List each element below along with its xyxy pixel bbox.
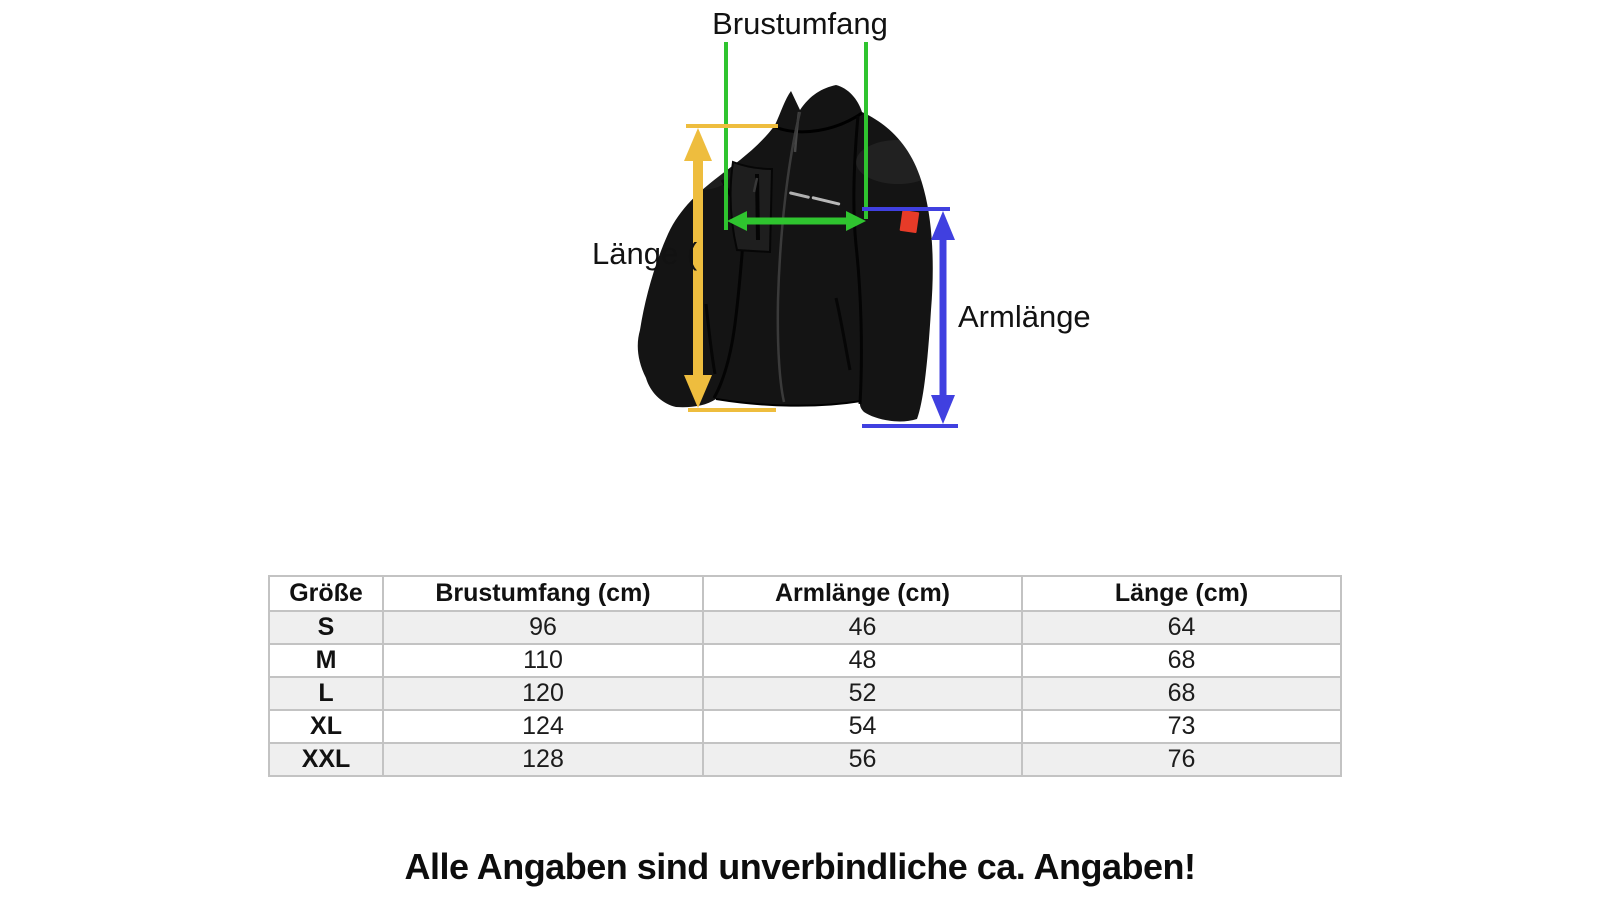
length-cell: 68 <box>1022 677 1341 710</box>
arm-cell: 46 <box>703 611 1022 644</box>
chest-measure-label: Brustumfang <box>712 6 888 41</box>
arm-cell: 52 <box>703 677 1022 710</box>
table-row-xl <box>269 710 1341 743</box>
table-row-xxl <box>269 743 1341 776</box>
sleeve-patch <box>900 210 920 233</box>
size-table-header-row <box>269 576 1341 611</box>
size-cell: L <box>269 677 383 710</box>
size-table <box>268 575 1342 777</box>
chest-cell: 120 <box>383 677 703 710</box>
col-header-chest: Brustumfang (cm) <box>383 576 703 611</box>
size-cell: M <box>269 644 383 677</box>
arm-cell: 48 <box>703 644 1022 677</box>
length-cell: 76 <box>1022 743 1341 776</box>
arm-measure-label: Armlänge <box>958 299 1091 334</box>
length-cell: 73 <box>1022 710 1341 743</box>
disclaimer-text: Alle Angaben sind unverbindliche ca. Angaben! <box>404 846 1196 887</box>
col-header-arm: Armlänge (cm) <box>703 576 1022 611</box>
chest-cell: 124 <box>383 710 703 743</box>
col-header-size: Größe <box>269 576 383 611</box>
arm-cell: 54 <box>703 710 1022 743</box>
col-header-length: Länge (cm) <box>1022 576 1341 611</box>
size-cell: XXL <box>269 743 383 776</box>
table-row-l <box>269 677 1341 710</box>
length-cell: 68 <box>1022 644 1341 677</box>
size-cell: XL <box>269 710 383 743</box>
arm-cell: 56 <box>703 743 1022 776</box>
chest-cell: 96 <box>383 611 703 644</box>
table-row-m <box>269 644 1341 677</box>
chest-pocket-zipper <box>757 174 758 240</box>
chest-cell: 110 <box>383 644 703 677</box>
table-row-s <box>269 611 1341 644</box>
chest-panel <box>731 162 772 252</box>
shoulder-highlight <box>856 140 940 184</box>
chest-cell: 128 <box>383 743 703 776</box>
length-cell: 64 <box>1022 611 1341 644</box>
size-cell: S <box>269 611 383 644</box>
length-measure-label: Länge ( <box>592 236 698 271</box>
